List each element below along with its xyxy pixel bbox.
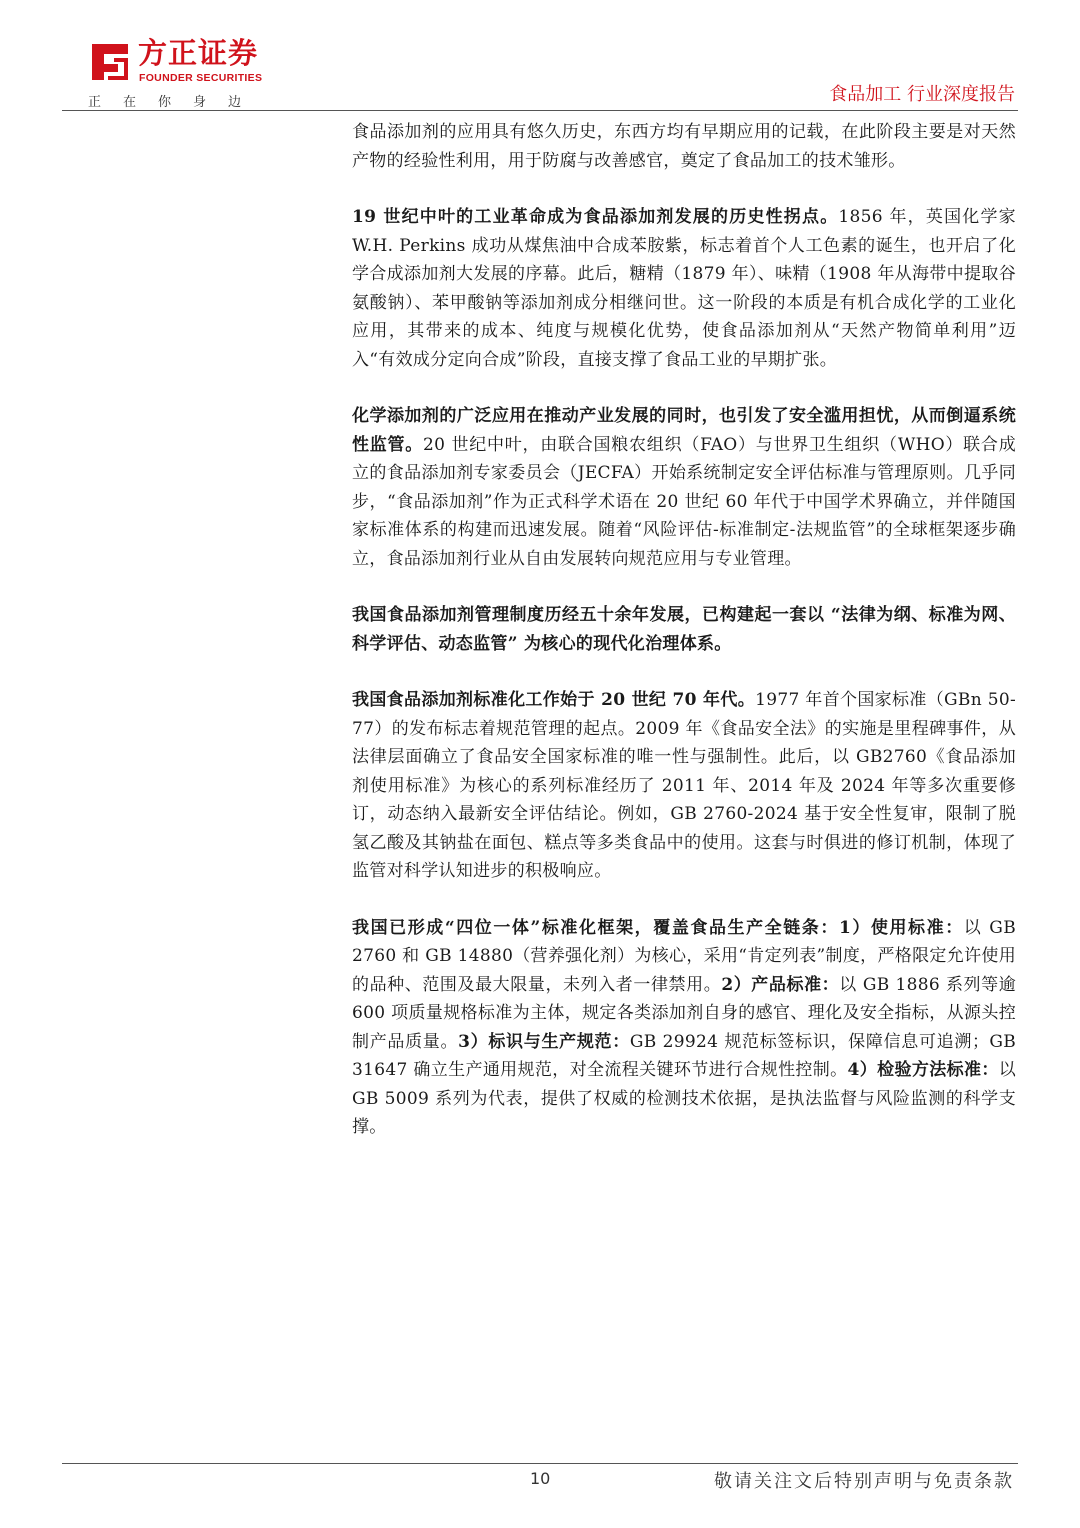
paragraph-text: 1856 年，英国化学家 W.H. Perkins 成功从煤焦油中合成苯胺紫，标志着首个人工色素的诞生，也开启了化学合成添加剂大发展的序幕。此后，糖精（1879 年）、味精（1908 年从海带中提取谷氨酸钠）、苯甲酸钠等添加剂成分相继问世。这一阶段的本质是有机合成化学的工业化应用，其带来的成本、纯度与规模化优势，使食品添加剂从“天然产物简单利用”迈入“有效成分定向合成”阶段，直接支撑了食品工业的早期扩张。 (352, 207, 1016, 370)
brand-name-cn: 方正证券 (138, 36, 259, 70)
paragraph-lead: 2）产品标准： (721, 974, 840, 995)
paragraph (352, 686, 1016, 886)
report-type-label: 食品加工 行业深度报告 (829, 84, 1015, 105)
paragraph (352, 118, 1016, 175)
disclaimer-notice: 敬请关注文后特别声明与免责条款 (714, 1471, 1014, 1492)
footer-divider (62, 1463, 1018, 1464)
paragraph-text: 以 GB 5009 系列为代表，提供了权威的检测技术依据，是执法监督与风险监测的科学支撑。 (352, 1060, 1016, 1137)
paragraph (352, 601, 1016, 658)
founder-logo-icon (88, 38, 132, 82)
header-divider (62, 110, 1018, 111)
paragraph (352, 203, 1016, 374)
paragraph-lead: 化学添加剂的广泛应用在推动产业发展的同时，也引发了安全滥用担忧，从而倒逼系统性监管。 (352, 406, 1016, 455)
paragraph-lead: 4）检验方法标准： (847, 1060, 999, 1080)
paragraph-lead: 19 世纪中叶的工业革命成为食品添加剂发展的历史性拐点。 (352, 207, 839, 227)
paragraph-text: 1977 年首个国家标准（GBn 50-77）的发布标志着规范管理的起点。2009 年《食品安全法》的实施是里程碑事件，从法律层面确立了食品安全国家标准的唯一性与强制性。此后，以 GB2760《食品添加剂使用标准》为核心的系列标准经历了 2011 年、2014 年及 2024 年等多次重要修订，动态纳入最新安全评估结论。例如，GB 2760-2024 基于安全性复审，限制了脱氢乙酸及其钠盐在面包、糕点等多类食品中的使用。这套与时俱进的修订机制，体现了监管对科学认知进步的积极响应。 (352, 690, 1016, 881)
page-number: 10 (530, 1469, 551, 1488)
paragraph-text: GB 29924 规范标签标识，保障信息可追溯；GB 31647 确立生产通用规范，对全流程关键环节进行合规性控制。 (352, 1031, 1016, 1080)
paragraph-standards-framework (352, 914, 1016, 1142)
paragraph (352, 402, 1016, 573)
brand-slogan: 正在你身边 (88, 95, 264, 110)
paragraph-lead: 我国食品添加剂标准化工作始于 20 世纪 70 年代。 (352, 690, 756, 710)
paragraph-text: 以 GB 2760 和 GB 14880（营养强化剂）为核心，采用“肯定列表”制度，严格限定允许使用的品种、范围及最大限量，未列入者一律禁用。 (352, 917, 1016, 995)
brand-name-en: FOUNDER SECURITIES (139, 72, 263, 84)
paragraph-text: 食品添加剂的应用具有悠久历史，东西方均有早期应用的记载，在此阶段主要是对天然产物的经验性利用，用于防腐与改善感官，奠定了食品加工的技术雏形。 (352, 122, 1016, 171)
paragraph-lead: 我国已形成“四位一体”标准化框架，覆盖食品生产全链条：1）使用标准： (352, 917, 964, 938)
paragraph-text: 20 世纪中叶，由联合国粮农组织（FAO）与世界卫生组织（WHO）联合成立的食品添加剂专家委员会（JECFA）开始系统制定安全评估标准与管理原则。几乎同步，“食品添加剂”作为正式科学术语在 20 世纪 60 年代于中国学术界确立，并伴随国家标准体系的构建而迅速发展。随着“风险评估-标准制定-法规监管”的全球框架逐步确立，食品添加剂行业从自由发展转向规范应用与专业管理。 (352, 434, 1016, 569)
paragraph-text: 以 GB 1886 系列等逾 600 项质量规格标准为主体，规定各类添加剂自身的感官、理化及安全指标，从源头控制产品质量。 (352, 974, 1016, 1052)
page-header (0, 0, 1080, 112)
paragraph-lead: 3）标识与生产规范： (458, 1031, 630, 1052)
paragraph-lead: 我国食品添加剂管理制度历经五十余年发展，已构建起一套以 “法律为纲、标准为网、科学评估、动态监管” 为核心的现代化治理体系。 (352, 605, 1016, 654)
report-body (352, 118, 1016, 1170)
